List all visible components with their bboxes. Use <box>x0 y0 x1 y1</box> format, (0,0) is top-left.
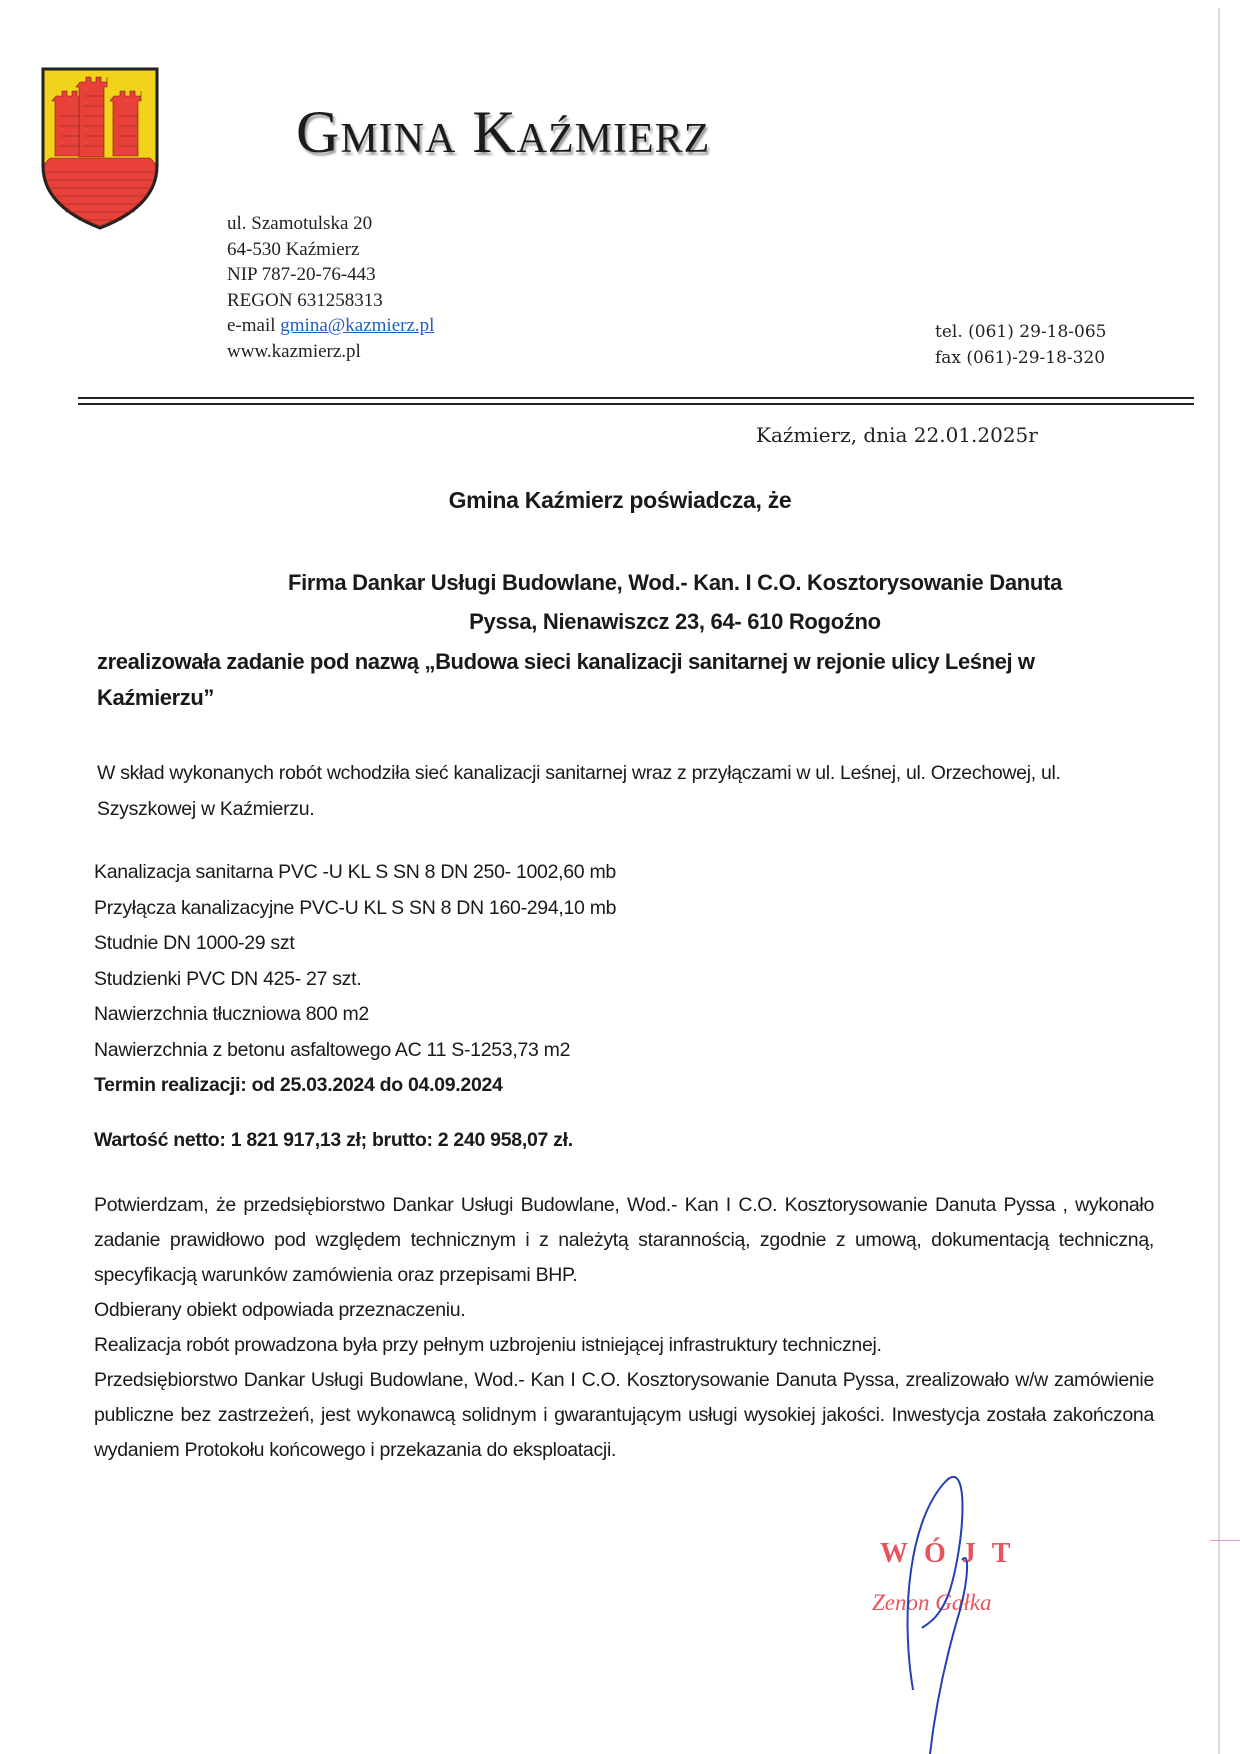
confirmation-text <box>94 1188 1154 1468</box>
fax: fax (061)-29-18-320 <box>935 348 1106 368</box>
confirmation-paragraph: Realizacja robót prowadzona była przy pełnym uzbrojeniu istniejącej infrastruktury technicznej. <box>94 1334 882 1356</box>
email-line <box>227 313 434 339</box>
work-item: Kanalizacja sanitarna PVC -U KL S SN 8 DN 250- 1002,60 mb <box>94 861 616 883</box>
work-item: Nawierzchnia tłuczniowa 800 m2 <box>94 1003 369 1025</box>
firm-name <box>210 563 1140 641</box>
realization-term: Termin realizacji: od 25.03.2024 do 04.09.2024 <box>94 1074 503 1096</box>
scope-paragraph: W skład wykonanych robót wchodziła sieć kanalizacji sanitarnej wraz z przyłączami w ul. Leśnej, ul. Orzechowej, ul. Szyszkowej w Kaźmierzu. <box>97 762 1061 820</box>
address-regon: REGON 631258313 <box>227 289 383 311</box>
page-edge <box>1218 8 1220 1754</box>
work-item: Studzienki PVC DN 425- 27 szt. <box>94 967 362 990</box>
contact-block <box>935 319 1106 371</box>
work-item: Studnie DN 1000-29 szt <box>94 932 295 954</box>
website: www.kazmierz.pl <box>227 340 361 362</box>
coat-of-arms-icon <box>40 66 160 230</box>
confirmation-paragraph: Potwierdzam, że przedsiębiorstwo Dankar Usługi Budowlane, Wod.- Kan I C.O. Kosztorysowanie Danuta Pyssa , wykonało zadanie prawidłowo pod względem technicznym i z należytą starannością, zgodnie z umową, dokumentacją techniczną, specyfikacją warunków zamówienia oraz przepisami BHP. <box>94 1194 1154 1286</box>
work-items-list <box>94 855 616 1104</box>
address-postal: 64-530 Kaźmierz <box>227 238 360 260</box>
work-item: Przyłącza kanalizacyjne PVC-U KL S SN 8 DN 160-294,10 mb <box>94 896 617 919</box>
handwritten-signature-icon <box>860 1460 1000 1754</box>
scan-margin-mark <box>1210 1540 1240 1541</box>
email-link[interactable]: gmina@kazmierz.pl <box>280 315 435 336</box>
confirmation-paragraph: Odbierany obiekt odpowiada przeznaczeniu. <box>94 1299 466 1321</box>
address-block <box>227 211 434 364</box>
firm-line: Firma Dankar Usługi Budowlane, Wod.- Kan. I C.O. Kosztorysowanie Danuta <box>287 570 1063 595</box>
contract-value: Wartość netto: 1 821 917,13 zł; brutto: 2 240 958,07 zł. <box>94 1129 573 1151</box>
header-divider <box>78 397 1194 405</box>
stamp-name: Zenon Gałka <box>872 1590 992 1615</box>
address-street: ul. Szamotulska 20 <box>227 213 373 234</box>
firm-line: Pyssa, Nienawiszcz 23, 64- 610 Rogoźno <box>469 609 881 634</box>
address-nip: NIP 787-20-76-443 <box>227 264 376 285</box>
confirmation-paragraph: Przedsiębiorstwo Dankar Usługi Budowlane, Wod.- Kan I C.O. Kosztorysowanie Danuta Pyssa, zrealizowało w/w zamówienie publiczne bez zastrzeżeń, jest wykonawcą solidnym i gwarantującym usługi wysokiej jakości. Inwestycja została zakończona wydaniem Protokołu końcowego i przekazania do eksploatacji. <box>94 1369 1154 1461</box>
certification-heading: Gmina Kaźmierz poświadcza, że <box>448 487 792 513</box>
phone: tel. (061) 29-18-065 <box>935 322 1107 342</box>
date-line: Kaźmierz, dnia 22.01.2025r <box>756 423 1038 447</box>
municipality-title: Gmina Kaźmierz <box>296 99 711 165</box>
task-description: zrealizowała zadanie pod nazwą „Budowa sieci kanalizacji sanitarnej w rejonie ulicy Leśnej w Kaźmierzu” <box>97 649 1035 710</box>
work-item: Nawierzchnia z betonu asfaltowego AC 11 S-1253,73 m2 <box>94 1038 571 1061</box>
stamp-title: WÓJT <box>880 1538 1027 1569</box>
email-label: e-mail <box>227 315 281 336</box>
